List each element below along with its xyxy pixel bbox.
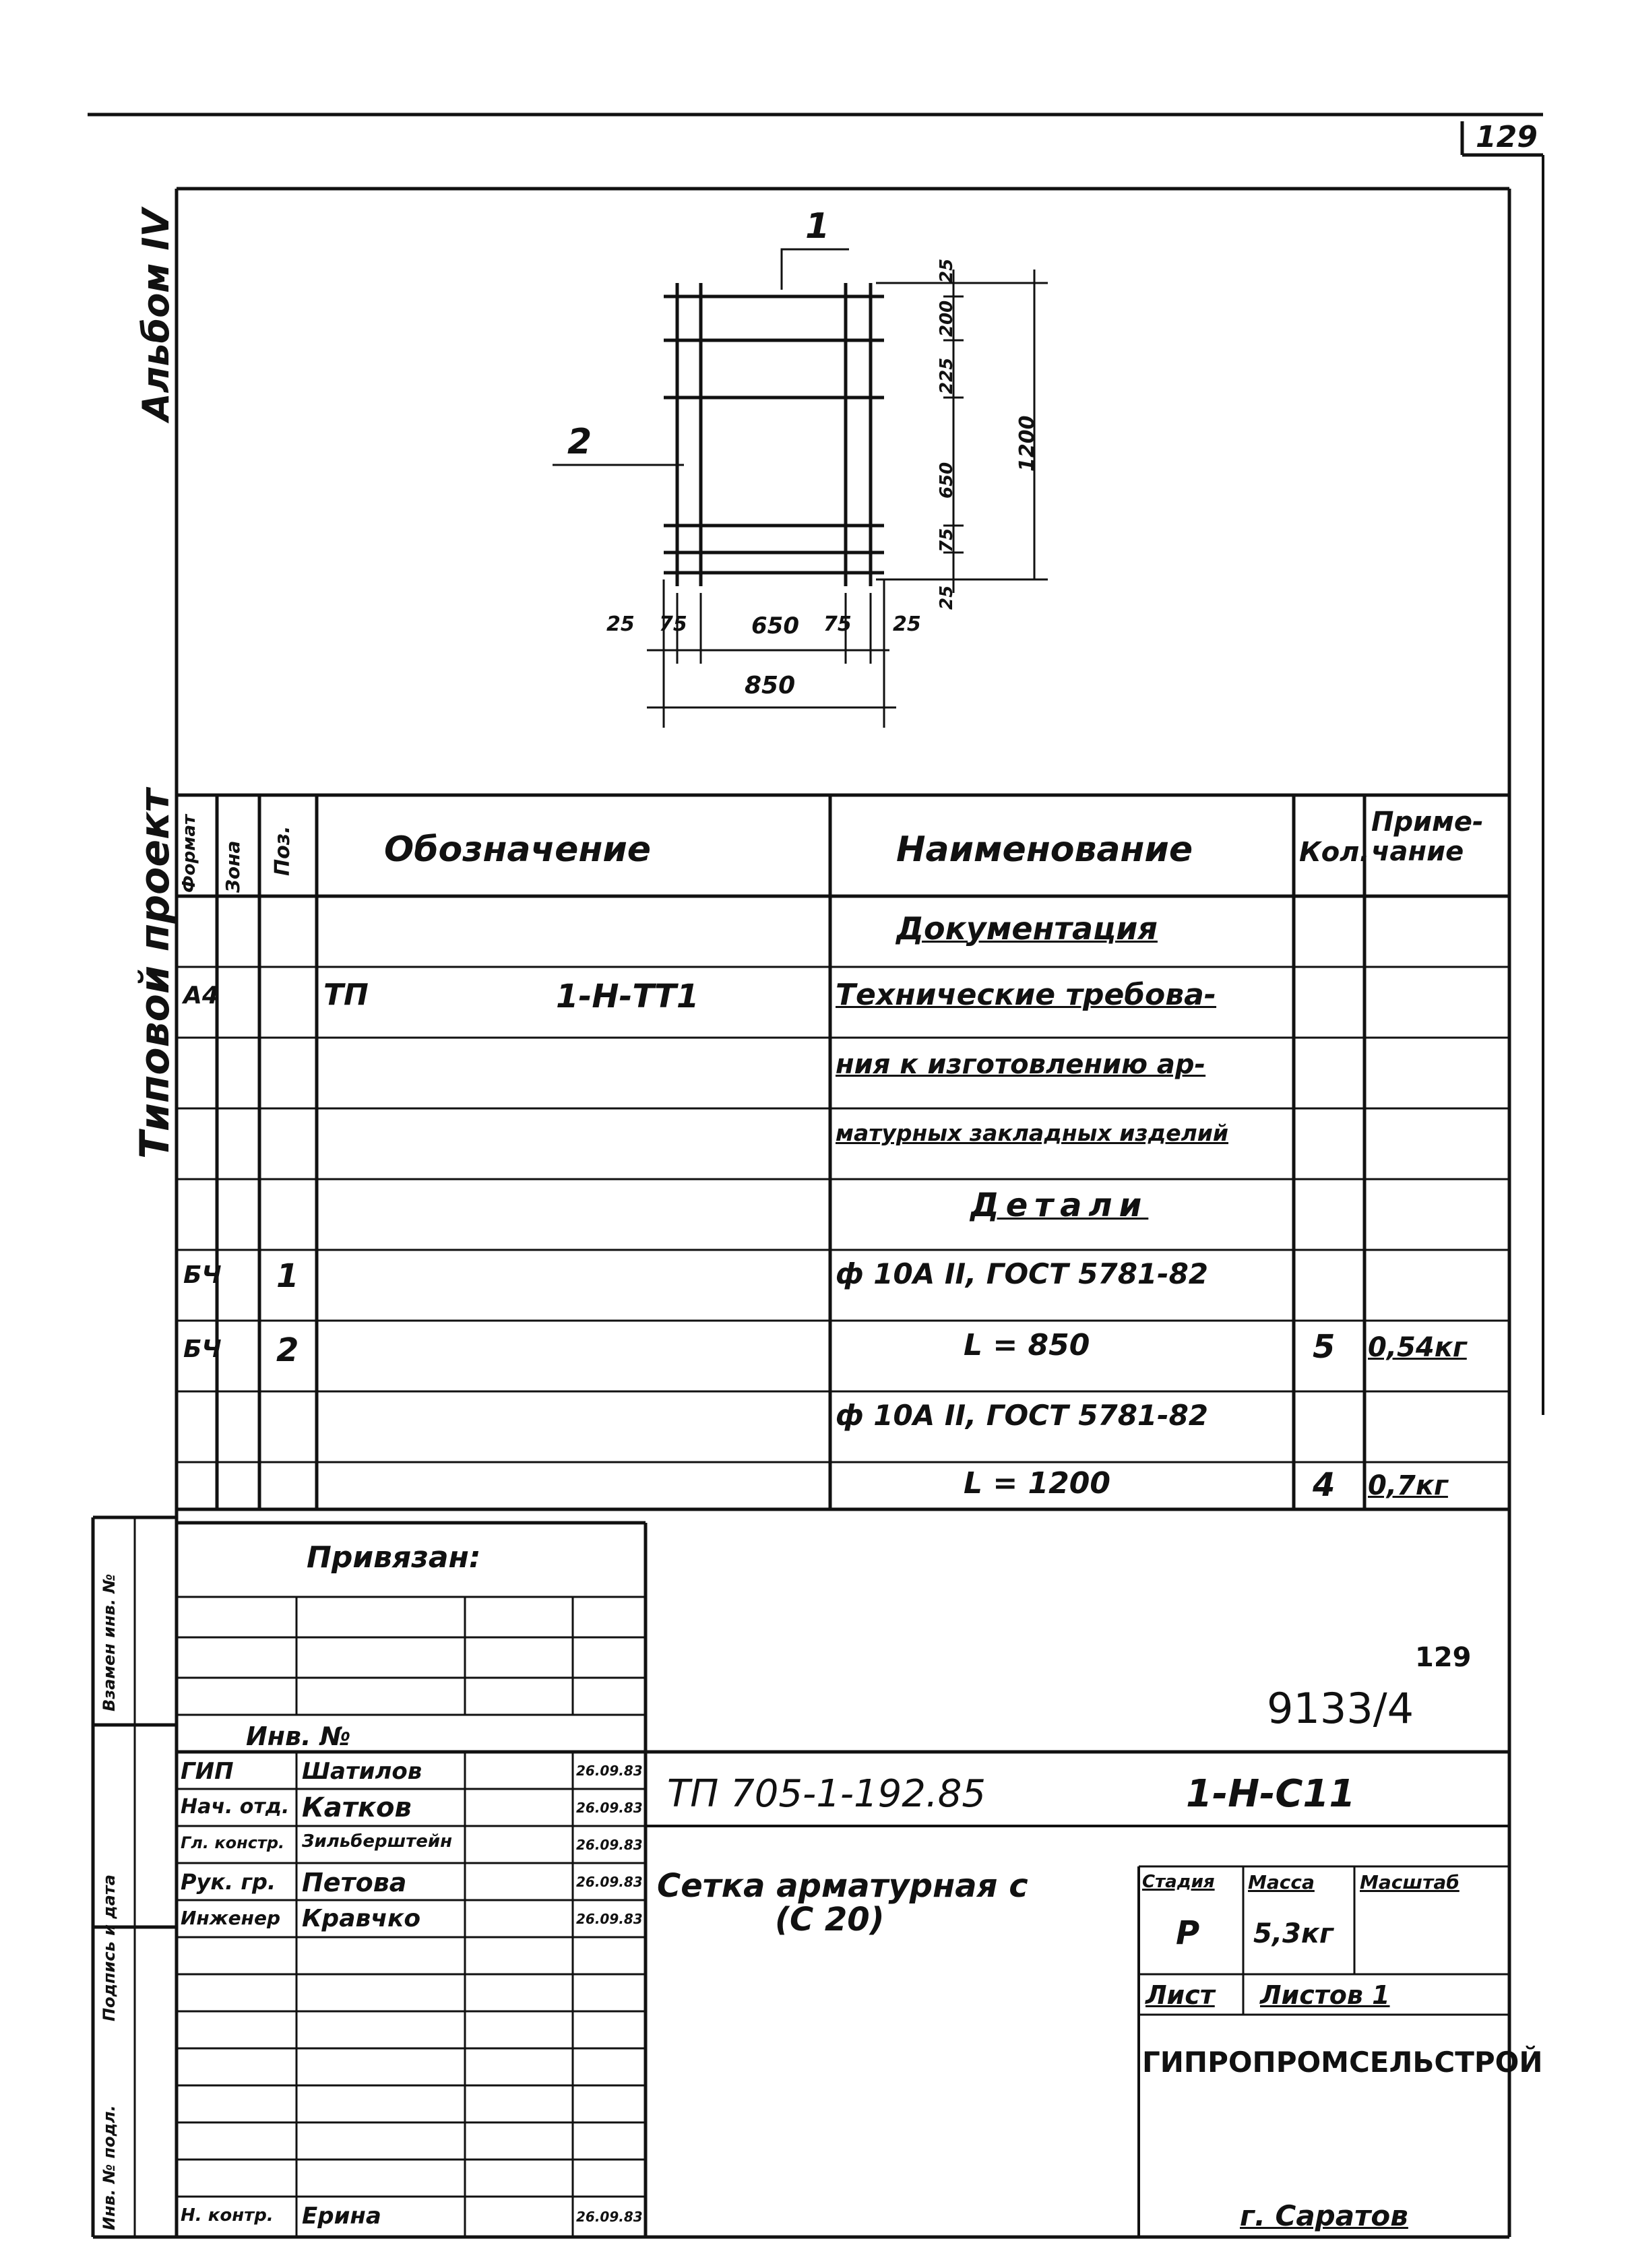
dim-right-6: 25: [937, 585, 957, 610]
dim-right-4: 650: [937, 462, 957, 499]
row-code: 1-Н-ТТ1: [556, 978, 699, 1015]
title-line-1: Сетка арматурная с: [657, 1867, 1028, 1905]
row-format: А4: [183, 982, 219, 1009]
binding-title: Привязан:: [307, 1540, 481, 1575]
dim-bottom-4: 75: [823, 612, 852, 636]
header-pos: Поз.: [271, 825, 294, 876]
signer-role: Инженер: [181, 1907, 281, 1929]
binding-inv-label: Инв. №: [246, 1722, 351, 1751]
album-code: 9133/4: [1267, 1684, 1414, 1733]
signer-role: Н. контр.: [181, 2205, 274, 2226]
position-1-label: 1: [805, 206, 830, 247]
row-name: L = 850: [964, 1328, 1090, 1362]
doc-code: ТП 705-1-192.85: [667, 1772, 986, 1816]
signer-role: Рук. гр.: [181, 1869, 276, 1895]
row-name: ния к изготовлению ар-: [836, 1049, 1206, 1080]
mass-label: Масса: [1248, 1871, 1315, 1893]
scale-label: Масштаб: [1360, 1871, 1460, 1893]
stamp-inv-orig: Инв. № подл.: [100, 2105, 119, 2230]
dim-right-2: 200: [937, 300, 957, 337]
mesh-drawing: [664, 283, 884, 586]
signer-date: 26.09.83: [576, 1874, 643, 1890]
dim-bottom-2: 75: [659, 612, 687, 636]
dim-bottom-5: 25: [893, 612, 921, 636]
header-zone: Зона: [222, 840, 244, 893]
signer-name: Петова: [302, 1868, 407, 1897]
signer-name: Ерина: [302, 2203, 381, 2230]
city: г. Саратов: [1240, 2199, 1408, 2232]
page-number: 129: [1476, 120, 1538, 154]
row-note: 0,54кг: [1368, 1332, 1467, 1363]
dim-total-height: 1200: [1015, 415, 1039, 472]
mass-value: 5,3кг: [1253, 1918, 1333, 1949]
dim-bottom-1: 25: [606, 612, 635, 636]
row-name: ф 10А II, ГОСТ 5781-82: [836, 1399, 1209, 1432]
signer-role: Нач. отд.: [181, 1795, 290, 1819]
title-line-2: (С 20): [775, 1901, 885, 1939]
sheet-no: 129: [1415, 1642, 1472, 1673]
stage-value: Р: [1176, 1914, 1200, 1952]
mark-code: 1-Н-С11: [1186, 1772, 1356, 1816]
dim-right-5: 75: [937, 528, 957, 553]
dim-bottom-3: 650: [751, 612, 799, 639]
signer-name: Зильберштейн: [302, 1831, 453, 1852]
signer-name: Кравчко: [302, 1905, 421, 1932]
stamp-sign-date: Подпись и дата: [100, 1875, 119, 2021]
signer-date: 26.09.83: [576, 1837, 643, 1853]
row-name: Документация: [896, 910, 1158, 947]
header-note: Приме- чание: [1371, 807, 1484, 867]
signer-name: Шатилов: [302, 1758, 422, 1785]
header-name: Наименование: [896, 829, 1193, 870]
signer-name: Катков: [302, 1792, 412, 1823]
dim-right-3: 225: [937, 357, 957, 394]
stamp-replace: Взамен инв. №: [100, 1573, 119, 1711]
organization: ГИПРОПРОМСЕЛЬСТРОЙ: [1142, 2046, 1543, 2079]
row-name: L = 1200: [964, 1466, 1111, 1501]
dim-right-1: 25: [937, 258, 957, 283]
row-name: ф 10А II, ГОСТ 5781-82: [836, 1257, 1209, 1290]
signer-role: Гл. констр.: [181, 1833, 285, 1852]
signer-date: 26.09.83: [576, 1911, 643, 1927]
row-format: БЧ: [183, 1335, 222, 1363]
row-designation: ТП: [323, 978, 369, 1012]
row-qty: 5: [1313, 1328, 1336, 1366]
sheet-label: Лист: [1145, 1980, 1215, 2010]
header-designation: Обозначение: [384, 829, 652, 870]
row-name: матурных закладных изделий: [836, 1120, 1229, 1146]
signer-date: 26.09.83: [576, 1800, 643, 1816]
row-pos: 2: [276, 1331, 299, 1369]
album-label: Альбом IV: [135, 208, 177, 421]
dim-total-width: 850: [745, 672, 796, 699]
position-2-label: 2: [567, 422, 592, 462]
signer-role: ГИП: [181, 1758, 234, 1785]
row-pos: 1: [276, 1257, 299, 1295]
signer-date: 26.09.83: [576, 2209, 643, 2225]
row-qty: 4: [1313, 1466, 1336, 1504]
row-name: Технические требова-: [836, 978, 1217, 1012]
signer-date: 26.09.83: [576, 1763, 643, 1779]
stage-label: Стадия: [1142, 1872, 1215, 1892]
row-format: БЧ: [183, 1261, 222, 1289]
header-format: Формат: [179, 814, 199, 893]
project-label: Типовой проект: [131, 788, 179, 1159]
row-note: 0,7кг: [1368, 1470, 1448, 1501]
header-qty: Кол.: [1299, 837, 1370, 868]
row-name: Детали: [970, 1187, 1149, 1224]
dimension-lines: [553, 249, 1048, 728]
sheets-label: Листов 1: [1260, 1980, 1390, 2010]
